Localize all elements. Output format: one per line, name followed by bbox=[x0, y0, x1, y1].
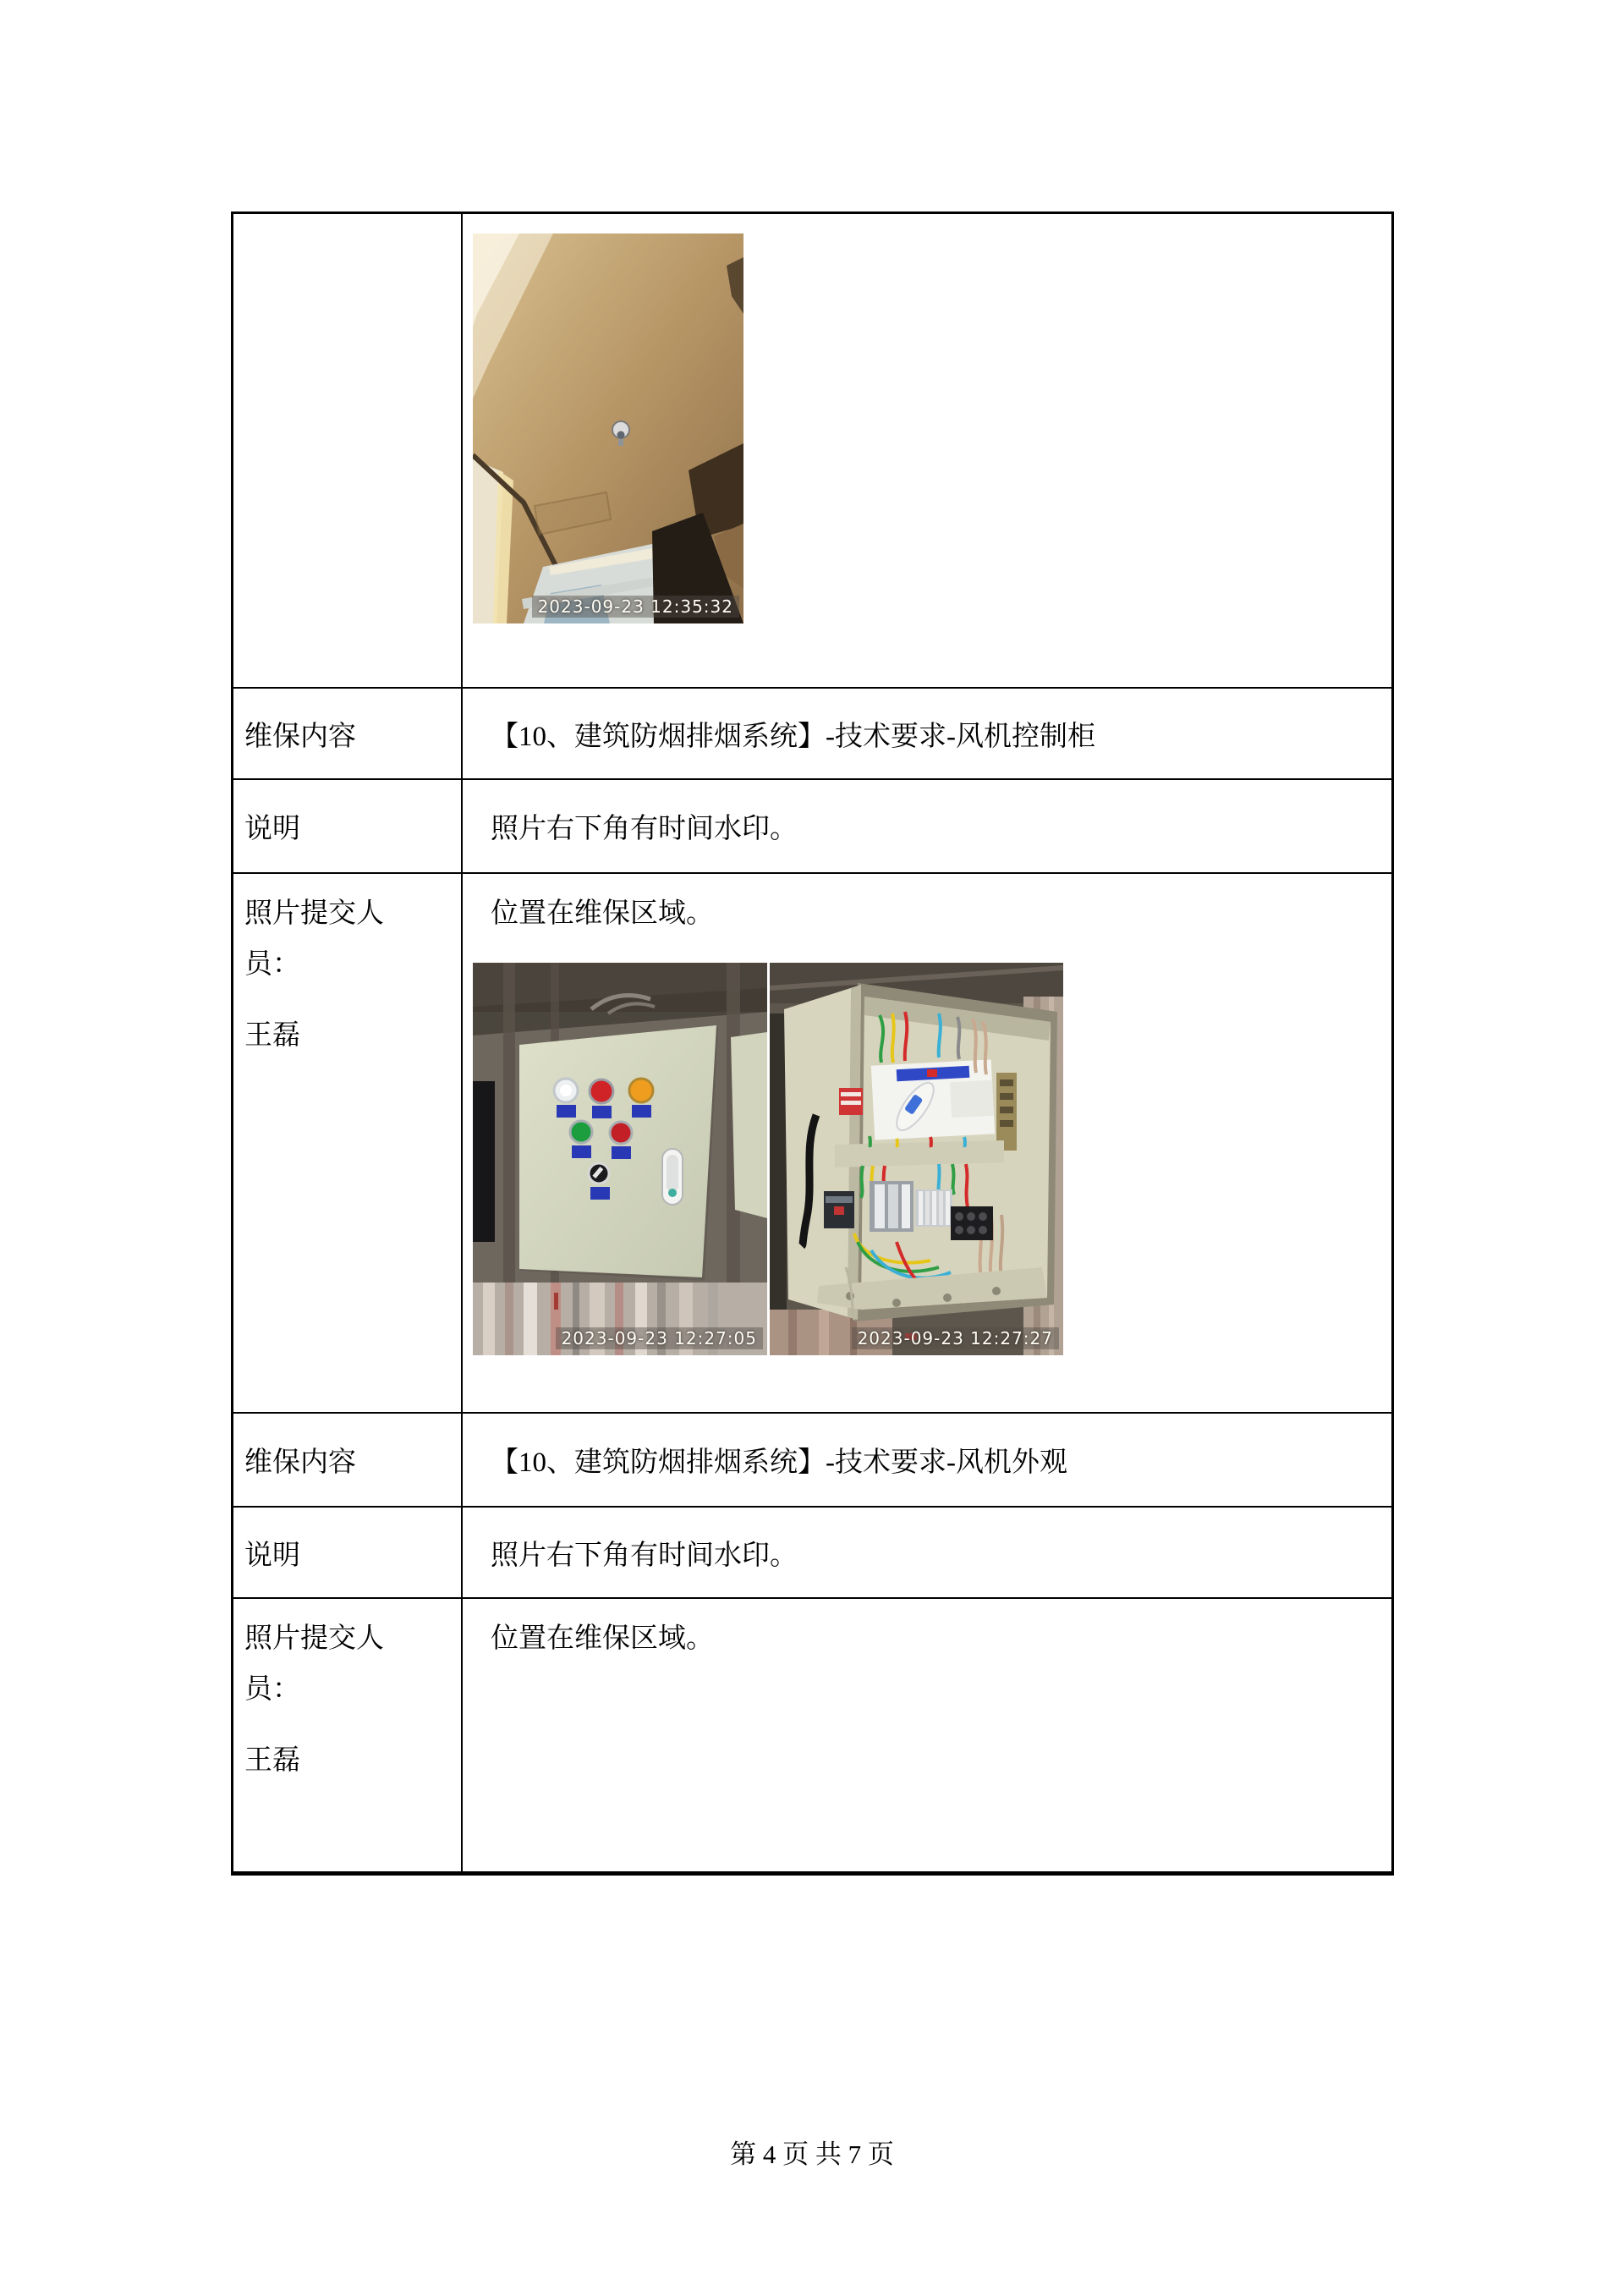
table-row-note-2 bbox=[233, 1506, 1391, 1597]
cabinet-interior-photo-art bbox=[770, 963, 1063, 1355]
din-terminals bbox=[915, 1189, 952, 1227]
submitter-name: 王磊 bbox=[244, 1019, 300, 1050]
photo-timestamp: 2023-09-23 12:27:05 bbox=[556, 1327, 763, 1349]
ceiling-sprinkler-photo bbox=[473, 233, 743, 623]
table-row-photo-submitter-1 bbox=[233, 872, 1391, 1412]
row-label: 说明 bbox=[233, 1508, 463, 1597]
push-button-green bbox=[570, 1121, 592, 1143]
table-row-photo-submitter-2 bbox=[233, 1597, 1391, 1871]
content-cell-photo bbox=[463, 214, 1391, 687]
indicator-light-amber bbox=[629, 1079, 653, 1102]
row-label: 说明 bbox=[233, 780, 463, 872]
location-text: 位置在维保区域。 bbox=[491, 897, 714, 928]
table-row-maintenance-content-1 bbox=[233, 687, 1391, 778]
row-label: 维保内容 bbox=[233, 689, 463, 778]
content-cell bbox=[463, 1599, 1391, 1871]
terminal-block bbox=[951, 1206, 993, 1240]
photo-strip bbox=[463, 963, 1391, 1355]
row-label bbox=[233, 1599, 463, 1871]
submitter-label-line2: 员： bbox=[244, 948, 300, 979]
photo-timestamp: 2023-09-23 12:27:27 bbox=[852, 1327, 1059, 1349]
submitter-label-line2: 员： bbox=[244, 1673, 300, 1704]
note-text: 照片右下角有时间水印。 bbox=[491, 1538, 798, 1570]
row-label: 维保内容 bbox=[233, 1414, 463, 1506]
table-row-photo-continuation bbox=[233, 214, 1391, 687]
fan-control-cabinet-interior-photo bbox=[770, 963, 1063, 1355]
push-button-red bbox=[610, 1122, 632, 1144]
submitter-name: 王磊 bbox=[244, 1744, 300, 1775]
submitter-label-line1: 照片提交人 bbox=[244, 1622, 384, 1653]
label-cell-empty bbox=[233, 214, 463, 687]
control-panel-photo-art bbox=[473, 963, 767, 1355]
submitter-label-line1: 照片提交人 bbox=[244, 897, 384, 928]
ceiling-photo-art bbox=[473, 233, 743, 623]
table-row-note-1 bbox=[233, 778, 1391, 872]
row-label bbox=[233, 874, 463, 1412]
table-row-maintenance-content-2 bbox=[233, 1412, 1391, 1506]
maintenance-report-table bbox=[231, 211, 1394, 1876]
photo-timestamp: 2023-09-23 12:35:32 bbox=[532, 596, 739, 618]
page-number-footer: 第 4 页 共 7 页 bbox=[730, 2139, 894, 2169]
fan-control-cabinet-door-photo bbox=[473, 963, 767, 1355]
maintenance-content-text: 【10、建筑防烟排烟系统】-技术要求-风机控制柜 bbox=[491, 721, 1095, 752]
indicator-light-red bbox=[590, 1079, 613, 1103]
content-cell-photos bbox=[463, 874, 1391, 1412]
note-text: 照片右下角有时间水印。 bbox=[491, 812, 798, 843]
maintenance-content-text: 【10、建筑防烟排烟系统】-技术要求-风机外观 bbox=[491, 1447, 1067, 1478]
location-text: 位置在维保区域。 bbox=[491, 1622, 714, 1653]
